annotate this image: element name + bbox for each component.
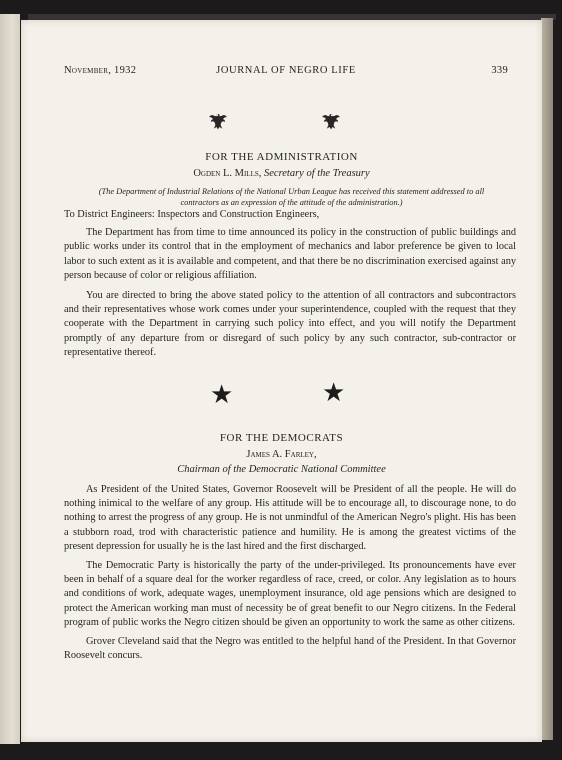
- author-name: Ogden L. Mills,: [193, 168, 262, 179]
- salutation: To District Engineers: Inspectors and Construction Engineers,: [64, 209, 320, 220]
- author-title-farley: Chairman of the Democratic National Committee: [177, 464, 386, 475]
- issue-date: November, 1932: [64, 65, 137, 76]
- section-title-democrats: FOR THE DEMOCRATS: [219, 432, 344, 444]
- section2-body: [64, 483, 516, 663]
- section-title-administration: FOR THE ADMINISTRATION: [205, 151, 358, 163]
- page-stack-edge: [541, 18, 553, 740]
- book-spine-edge: [0, 14, 20, 744]
- journal-page: [21, 20, 542, 742]
- paragraph: The Department has from time to time announced its policy in the construction of public buildings and public works under its control that in the employment of mechanics and labor preference be given to local labor to such extent as it is available and competent, and that there be no discrimination exercised against any person because of color or religious affiliation.: [64, 227, 516, 281]
- paragraph: As President of the United States, Governor Roosevelt will be President of all the people. He will do nothing inimical to the welfare of any group. His attitude will be to encourage all, to discourage none, to do nothing to arrest the progress of any group. He is not unmindful of the American Negro's plight. His has been a stubborn road, trod with characteristic patience and humility. He is among the greatest victims of the present depression for usually he is the last hired and the first discharged.: [64, 484, 516, 552]
- eagle-emblem-icon: [320, 110, 342, 132]
- editorial-note: (The Department of Industrial Relations of the National Urban League has received this statement addressed to all contractors as an expression of the attitude of the administration.): [98, 187, 485, 207]
- star-icon: ★: [210, 380, 234, 409]
- author-name-farley: James A. Farley,: [246, 449, 317, 460]
- author-title: Secretary of the Treasury: [264, 168, 370, 179]
- page-number: 339: [491, 65, 508, 76]
- section1-body: [64, 208, 516, 360]
- journal-title: JOURNAL OF NEGRO LIFE: [216, 65, 356, 76]
- running-head: [64, 65, 508, 79]
- author-byline-mills: [21, 168, 542, 179]
- paragraph: The Democratic Party is historically the party of the under-privileged. Its pronouncements have ever been in behalf of a square deal for the worker regardless of race, creed, or color. Any legislation as to hours and conditions of work, adequate wages, unemployment insurance, old age pensions which are designed to protect the American working man must of necessity be of great benefit to our Negro citizens. In the Federal program of public works the Negro citizen should be given an opportunity to work the same as other citizens.: [64, 560, 516, 628]
- eagle-emblem-icon: [207, 110, 229, 132]
- star-icon: ★: [322, 378, 346, 407]
- paragraph: Grover Cleveland said that the Negro was entitled to the helpful hand of the President. In that Governor Roosevelt concurs.: [64, 636, 516, 662]
- paragraph: You are directed to bring the above stated policy to the attention of all contractors and subcontractors and their representatives whose work comes under your superintendence, coupled with the request that they cooperate with the Department in carrying such policy into effect, and you will notify the Department promptly of any departure from or disregard of such policy by any such contractor, sub-contractor or representative thereof.: [64, 290, 516, 358]
